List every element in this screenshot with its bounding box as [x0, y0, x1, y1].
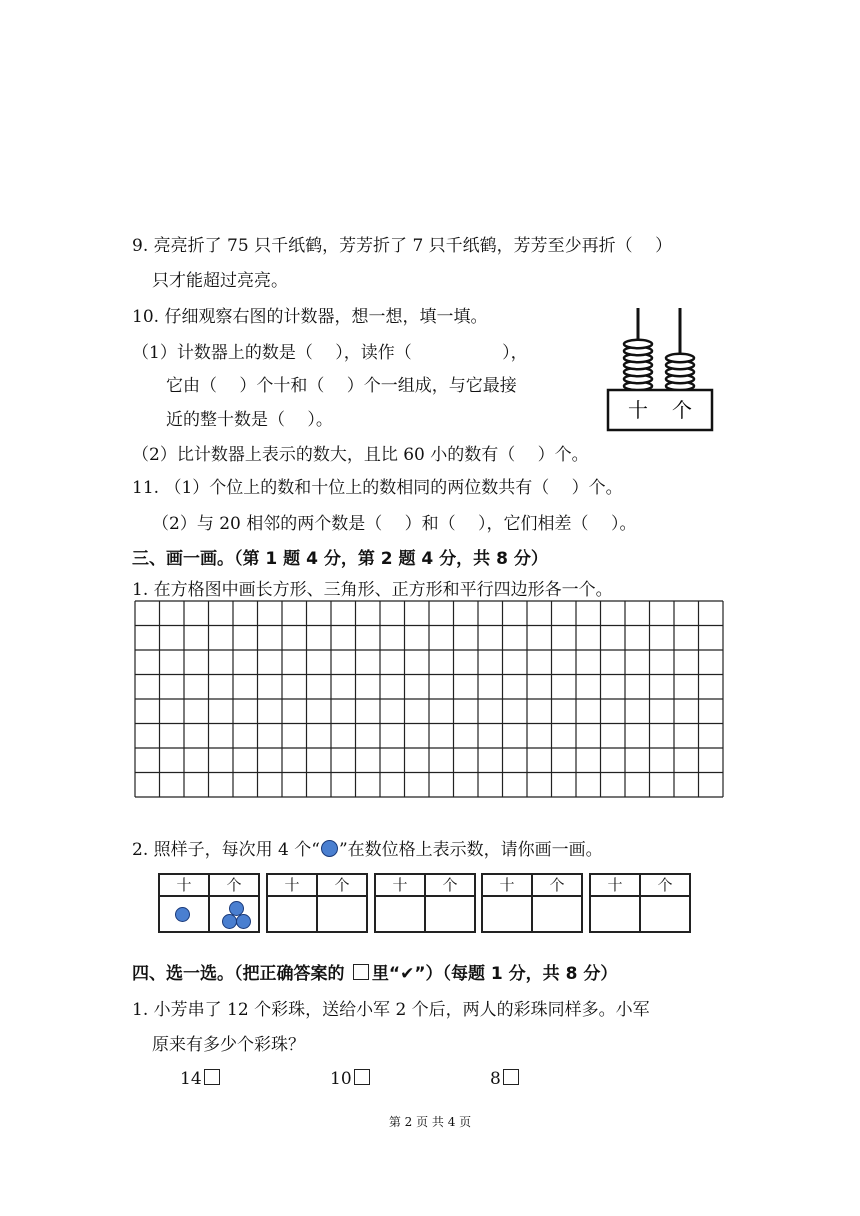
- place-value-table: [589, 873, 691, 933]
- place-value-table: [266, 873, 368, 933]
- q9-line1: 9. 亮亮折了 75 只千纸鹤，芳芳折了 7 只千纸鹤，芳芳至少再折（ ）: [132, 236, 673, 256]
- ones-header: 个: [317, 874, 367, 896]
- option-b-checkbox[interactable]: [354, 1069, 370, 1085]
- section3-q1: 1. 在方格图中画长方形、三角形、正方形和平行四边形各一个。: [132, 580, 613, 600]
- ones-header: 个: [640, 874, 690, 896]
- tens-cell[interactable]: [375, 896, 425, 932]
- q10-part1-line2: 它由（ ）个十和（ ）个一组成，与它最接: [166, 376, 517, 396]
- abacus-bead: [666, 354, 694, 362]
- page-footer: 第 2 页 共 4 页: [388, 1115, 472, 1129]
- option-a[interactable]: [180, 1067, 220, 1091]
- section3-q2-after: ”在数位格上表示数，请你画一画。: [338, 840, 603, 860]
- abacus-figure: [604, 306, 716, 434]
- abacus-bead: [624, 340, 652, 348]
- ones-cell[interactable]: [640, 896, 690, 932]
- section3-q2: [132, 838, 603, 862]
- drawing-grid[interactable]: [134, 600, 726, 800]
- q10-part1-line1: （1）计数器上的数是（ ），读作（ ），: [132, 343, 528, 363]
- tens-cell[interactable]: [590, 896, 640, 932]
- section4-heading: 四、选一选。: [132, 964, 234, 984]
- option-b-label: 10: [330, 1069, 352, 1089]
- option-a-checkbox[interactable]: [204, 1069, 220, 1085]
- abacus-ones-label: 个: [672, 398, 692, 422]
- ones-cell[interactable]: [532, 896, 582, 932]
- option-b[interactable]: [330, 1067, 370, 1091]
- section4-instruction-mid: 里“✔”）: [371, 964, 443, 984]
- tens-cell[interactable]: [482, 896, 532, 932]
- section4-q1-line2: 原来有多少个彩珠？: [152, 1035, 305, 1055]
- section3-heading: 三、画一画。: [132, 549, 234, 569]
- abacus-tens-beads: [624, 340, 652, 390]
- section4-q1-line1: 1. 小芳串了 12 个彩珠，送给小军 2 个后，两人的彩珠同样多。小军: [132, 1000, 650, 1020]
- place-value-table: [374, 873, 476, 933]
- tens-header: 十: [159, 874, 209, 896]
- tens-header: 十: [590, 874, 640, 896]
- bead-icon: [236, 914, 251, 929]
- bead-icon: [222, 914, 237, 929]
- abacus-base: [608, 390, 712, 430]
- section3-scoring: （第 1 题 4 分，第 2 题 4 分，共 8 分）: [234, 549, 548, 569]
- bead-icon: [175, 907, 190, 922]
- q11-part1: 11. （1）个位上的数和十位上的数相同的两位数共有（ ）个。: [132, 478, 623, 498]
- q10-part1-line3: 近的整十数是（ ）。: [166, 410, 333, 430]
- ones-header: 个: [532, 874, 582, 896]
- q10-part2: （2）比计数器上表示的数大，且比 60 小的数有（ ）个。: [132, 445, 589, 465]
- place-value-table: [158, 873, 260, 933]
- option-c[interactable]: [490, 1067, 519, 1091]
- tens-header: 十: [375, 874, 425, 896]
- abacus-tens-label: 十: [628, 398, 648, 422]
- section4-heading-line: [132, 962, 617, 986]
- section4-scoring: （每题 1 分，共 8 分）: [442, 964, 618, 984]
- ones-header: 个: [425, 874, 475, 896]
- checkbox-icon: [353, 964, 369, 980]
- option-c-label: 8: [490, 1069, 501, 1089]
- section3-heading-line: [132, 547, 548, 571]
- tens-header: 十: [267, 874, 317, 896]
- ones-header: 个: [209, 874, 259, 896]
- tens-header: 十: [482, 874, 532, 896]
- ones-cell[interactable]: [317, 896, 367, 932]
- tens-cell[interactable]: [267, 896, 317, 932]
- bead-sample-icon: [321, 840, 338, 857]
- ones-cell[interactable]: [425, 896, 475, 932]
- section4-instruction-before: （把正确答案的: [234, 964, 345, 984]
- option-c-checkbox[interactable]: [503, 1069, 519, 1085]
- q11-part2: （2）与 20 相邻的两个数是（ ）和（ ），它们相差（ ）。: [152, 514, 637, 534]
- q10-title: 10. 仔细观察右图的计数器，想一想，填一填。: [132, 307, 488, 327]
- place-value-table: [481, 873, 583, 933]
- abacus-ones-beads: [666, 354, 694, 390]
- ones-cell[interactable]: [209, 896, 259, 932]
- q9-line2: 只才能超过亮亮。: [152, 271, 288, 291]
- option-a-label: 14: [180, 1069, 202, 1089]
- section3-q2-before: 2. 照样子，每次用 4 个“: [132, 840, 320, 860]
- tens-cell[interactable]: [159, 896, 209, 932]
